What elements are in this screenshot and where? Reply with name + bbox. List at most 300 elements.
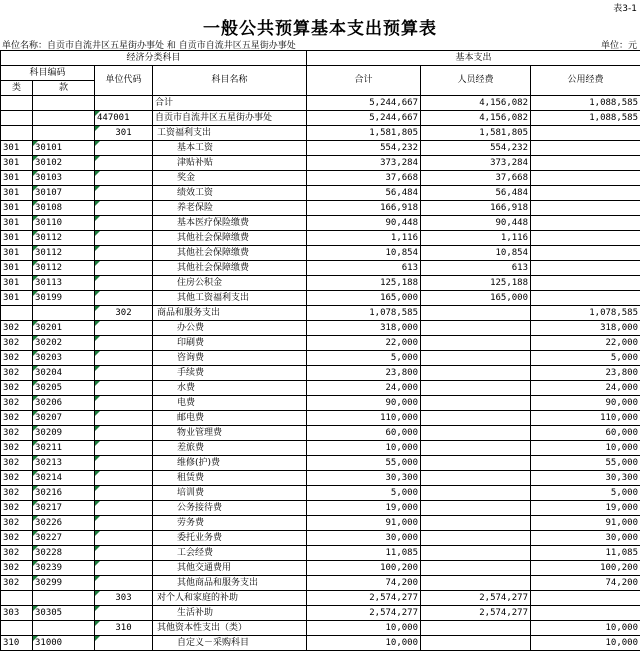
cell-class	[1, 96, 33, 111]
cell-class	[1, 591, 33, 606]
cell-personnel: 166,918	[421, 201, 531, 216]
cell-subject-name: 手续费	[153, 366, 307, 381]
cell-personnel: 90,448	[421, 216, 531, 231]
cell-public: 10,000	[531, 636, 640, 651]
cell-personnel: 2,574,277	[421, 606, 531, 621]
header-basic-expenditure: 基本支出	[307, 51, 640, 66]
table-row	[1, 141, 640, 156]
cell-unit-code	[95, 501, 153, 516]
cell-public: 1,088,585	[531, 96, 640, 111]
cell-total: 2,574,277	[307, 591, 421, 606]
cell-personnel	[421, 321, 531, 336]
cell-personnel: 165,000	[421, 291, 531, 306]
cell-subject-name: 自定义－采购科目	[153, 636, 307, 651]
cell-item: 31000	[33, 636, 95, 651]
cell-subject-name: 其他交通费用	[153, 561, 307, 576]
cell-personnel	[421, 426, 531, 441]
cell-item: 30103	[33, 171, 95, 186]
cell-total: 55,000	[307, 456, 421, 471]
cell-class: 301	[1, 231, 33, 246]
cell-unit-code	[95, 156, 153, 171]
cell-subject-name: 津贴补贴	[153, 156, 307, 171]
cell-public	[531, 261, 640, 276]
table-row	[1, 426, 640, 441]
unit-info-row	[0, 38, 640, 50]
cell-item: 30110	[33, 216, 95, 231]
cell-class: 302	[1, 426, 33, 441]
cell-total: 30,300	[307, 471, 421, 486]
cell-personnel	[421, 456, 531, 471]
cell-class: 302	[1, 441, 33, 456]
cell-total: 110,000	[307, 411, 421, 426]
cell-public	[531, 186, 640, 201]
cell-item: 30203	[33, 351, 95, 366]
cell-class: 301	[1, 171, 33, 186]
cell-unit-code: 310	[95, 621, 153, 636]
cell-item: 30205	[33, 381, 95, 396]
cell-subject-name: 住房公积金	[153, 276, 307, 291]
cell-personnel: 10,854	[421, 246, 531, 261]
cell-unit-code	[95, 606, 153, 621]
cell-public: 100,200	[531, 561, 640, 576]
table-row	[1, 246, 640, 261]
table-number: 表3-1	[613, 4, 637, 14]
cell-unit-code	[95, 471, 153, 486]
cell-total: 1,116	[307, 231, 421, 246]
cell-personnel: 56,484	[421, 186, 531, 201]
cell-public	[531, 171, 640, 186]
cell-class: 301	[1, 246, 33, 261]
cell-personnel	[421, 396, 531, 411]
cell-total: 373,284	[307, 156, 421, 171]
cell-public: 90,000	[531, 396, 640, 411]
cell-unit-code	[95, 441, 153, 456]
cell-class: 301	[1, 261, 33, 276]
cell-public	[531, 606, 640, 621]
cell-subject-name: 劳务费	[153, 516, 307, 531]
cell-subject-name: 咨询费	[153, 351, 307, 366]
table-row	[1, 576, 640, 591]
cell-public	[531, 276, 640, 291]
cell-subject-name: 邮电费	[153, 411, 307, 426]
cell-personnel: 2,574,277	[421, 591, 531, 606]
cell-total: 1,581,805	[307, 126, 421, 141]
cell-public: 1,088,585	[531, 111, 640, 126]
table-row	[1, 486, 640, 501]
cell-total: 24,000	[307, 381, 421, 396]
cell-unit-code: 303	[95, 591, 153, 606]
cell-class: 302	[1, 381, 33, 396]
cell-item: 30107	[33, 186, 95, 201]
cell-personnel	[421, 546, 531, 561]
cell-class: 302	[1, 531, 33, 546]
cell-unit-code	[95, 426, 153, 441]
cell-total: 91,000	[307, 516, 421, 531]
table-row	[1, 276, 640, 291]
cell-subject-name: 培训费	[153, 486, 307, 501]
cell-class: 302	[1, 576, 33, 591]
cell-total: 90,448	[307, 216, 421, 231]
cell-class: 302	[1, 351, 33, 366]
cell-class	[1, 126, 33, 141]
cell-public	[531, 216, 640, 231]
cell-personnel	[421, 486, 531, 501]
cell-item	[33, 621, 95, 636]
cell-class	[1, 111, 33, 126]
cell-total: 10,854	[307, 246, 421, 261]
table-row	[1, 471, 640, 486]
cell-personnel: 4,156,082	[421, 111, 531, 126]
cell-public: 23,800	[531, 366, 640, 381]
cell-personnel	[421, 441, 531, 456]
cell-public	[531, 291, 640, 306]
cell-total: 19,000	[307, 501, 421, 516]
cell-item: 30226	[33, 516, 95, 531]
cell-subject-name: 合计	[153, 96, 307, 111]
cell-unit-code	[95, 246, 153, 261]
cell-public: 30,300	[531, 471, 640, 486]
cell-class: 302	[1, 396, 33, 411]
cell-personnel	[421, 501, 531, 516]
cell-subject-name: 奖金	[153, 171, 307, 186]
cell-unit-code	[95, 171, 153, 186]
cell-unit-code	[95, 561, 153, 576]
cell-subject-name: 租赁费	[153, 471, 307, 486]
table-row	[1, 546, 640, 561]
cell-class: 302	[1, 561, 33, 576]
cell-class: 301	[1, 156, 33, 171]
cell-personnel: 125,188	[421, 276, 531, 291]
cell-subject-name: 绩效工资	[153, 186, 307, 201]
cell-total: 165,000	[307, 291, 421, 306]
table-row	[1, 591, 640, 606]
cell-subject-name: 基本工资	[153, 141, 307, 156]
cell-unit-code	[95, 291, 153, 306]
table-row	[1, 96, 640, 111]
cell-personnel	[421, 411, 531, 426]
cell-item: 30112	[33, 261, 95, 276]
cell-personnel: 37,668	[421, 171, 531, 186]
cell-total: 90,000	[307, 396, 421, 411]
cell-item	[33, 126, 95, 141]
header-item: 款	[33, 81, 95, 96]
table-row	[1, 201, 640, 216]
header-subject-code: 科目编码	[1, 66, 95, 81]
cell-subject-name: 自贡市自流井区五星街办事处	[153, 111, 307, 126]
cell-personnel	[421, 351, 531, 366]
cell-class: 302	[1, 321, 33, 336]
cell-unit-code	[95, 576, 153, 591]
header-unit-code: 单位代码	[95, 66, 153, 96]
cell-class: 310	[1, 636, 33, 651]
cell-unit-code	[95, 186, 153, 201]
currency-unit: 单位：元	[600, 41, 637, 51]
cell-unit-code	[95, 366, 153, 381]
unit-name: 单位名称：自贡市自流井区五星街办事处 和 自贡市自流井区五星街办事处	[2, 41, 296, 51]
table-row	[1, 261, 640, 276]
cell-public: 30,000	[531, 531, 640, 546]
table-row	[1, 306, 640, 321]
cell-class: 302	[1, 456, 33, 471]
cell-subject-name: 其他社会保障缴费	[153, 246, 307, 261]
cell-subject-name: 委托业务费	[153, 531, 307, 546]
cell-class: 302	[1, 501, 33, 516]
cell-class: 301	[1, 186, 33, 201]
cell-total: 74,200	[307, 576, 421, 591]
cell-item: 30202	[33, 336, 95, 351]
cell-unit-code	[95, 261, 153, 276]
cell-unit-code	[95, 381, 153, 396]
cell-personnel: 1,116	[421, 231, 531, 246]
cell-unit-code	[95, 486, 153, 501]
cell-total: 23,800	[307, 366, 421, 381]
cell-personnel	[421, 531, 531, 546]
cell-class: 301	[1, 291, 33, 306]
cell-class: 302	[1, 516, 33, 531]
cell-class	[1, 306, 33, 321]
cell-total: 100,200	[307, 561, 421, 576]
cell-public: 5,000	[531, 351, 640, 366]
cell-item: 30214	[33, 471, 95, 486]
cell-public: 91,000	[531, 516, 640, 531]
cell-subject-name: 基本医疗保险缴费	[153, 216, 307, 231]
cell-unit-code: 447001	[95, 111, 153, 126]
table-row	[1, 321, 640, 336]
cell-subject-name: 其他社会保障缴费	[153, 261, 307, 276]
cell-unit-code	[95, 321, 153, 336]
cell-personnel	[421, 336, 531, 351]
cell-unit-code	[95, 216, 153, 231]
cell-unit-code	[95, 531, 153, 546]
header-personnel: 人员经费	[421, 66, 531, 96]
table-row	[1, 501, 640, 516]
table-row	[1, 636, 640, 651]
cell-total: 22,000	[307, 336, 421, 351]
table-row	[1, 456, 640, 471]
table-row	[1, 396, 640, 411]
cell-total: 5,000	[307, 486, 421, 501]
cell-subject-name: 其他工资福利支出	[153, 291, 307, 306]
cell-unit-code	[95, 276, 153, 291]
table-row	[1, 366, 640, 381]
table-row	[1, 291, 640, 306]
cell-subject-name: 工资福利支出	[153, 126, 307, 141]
table-row	[1, 216, 640, 231]
cell-public	[531, 591, 640, 606]
cell-item: 30228	[33, 546, 95, 561]
cell-public: 24,000	[531, 381, 640, 396]
table-row	[1, 231, 640, 246]
cell-item	[33, 306, 95, 321]
cell-total: 5,000	[307, 351, 421, 366]
cell-public: 10,000	[531, 441, 640, 456]
cell-subject-name: 公务接待费	[153, 501, 307, 516]
cell-item: 30299	[33, 576, 95, 591]
cell-public	[531, 156, 640, 171]
cell-public: 22,000	[531, 336, 640, 351]
cell-public: 60,000	[531, 426, 640, 441]
cell-class: 301	[1, 276, 33, 291]
cell-unit-code	[95, 96, 153, 111]
cell-public: 110,000	[531, 411, 640, 426]
cell-personnel	[421, 621, 531, 636]
cell-class: 302	[1, 486, 33, 501]
header-subject-name: 科目名称	[153, 66, 307, 96]
cell-subject-name: 养老保险	[153, 201, 307, 216]
cell-public	[531, 201, 640, 216]
cell-subject-name: 工会经费	[153, 546, 307, 561]
table-row	[1, 126, 640, 141]
cell-total: 5,244,667	[307, 96, 421, 111]
cell-total: 60,000	[307, 426, 421, 441]
cell-subject-name: 水费	[153, 381, 307, 396]
cell-personnel	[421, 306, 531, 321]
cell-total: 5,244,667	[307, 111, 421, 126]
cell-unit-code	[95, 351, 153, 366]
cell-personnel	[421, 516, 531, 531]
header-econ-category: 经济分类科目	[1, 51, 307, 66]
cell-personnel: 373,284	[421, 156, 531, 171]
cell-total: 318,000	[307, 321, 421, 336]
cell-personnel	[421, 381, 531, 396]
cell-public: 74,200	[531, 576, 640, 591]
cell-total: 10,000	[307, 636, 421, 651]
cell-subject-name: 其他社会保障缴费	[153, 231, 307, 246]
cell-subject-name: 生活补助	[153, 606, 307, 621]
cell-item: 30112	[33, 246, 95, 261]
table-row	[1, 621, 640, 636]
cell-subject-name: 物业管理费	[153, 426, 307, 441]
cell-unit-code	[95, 336, 153, 351]
cell-item: 30216	[33, 486, 95, 501]
cell-total: 10,000	[307, 621, 421, 636]
cell-class	[1, 621, 33, 636]
cell-item	[33, 96, 95, 111]
cell-item: 30113	[33, 276, 95, 291]
cell-class: 302	[1, 336, 33, 351]
cell-personnel	[421, 471, 531, 486]
cell-subject-name: 差旅费	[153, 441, 307, 456]
cell-total: 125,188	[307, 276, 421, 291]
cell-item: 30112	[33, 231, 95, 246]
cell-subject-name: 印刷费	[153, 336, 307, 351]
table-row	[1, 171, 640, 186]
table-row	[1, 381, 640, 396]
cell-public: 5,000	[531, 486, 640, 501]
cell-item: 30217	[33, 501, 95, 516]
cell-personnel: 1,581,805	[421, 126, 531, 141]
cell-class: 302	[1, 546, 33, 561]
cell-unit-code	[95, 546, 153, 561]
cell-public: 1,078,585	[531, 306, 640, 321]
cell-class: 301	[1, 216, 33, 231]
cell-subject-name: 电费	[153, 396, 307, 411]
cell-subject-name: 商品和服务支出	[153, 306, 307, 321]
table-row	[1, 411, 640, 426]
cell-subject-name: 对个人和家庭的补助	[153, 591, 307, 606]
cell-class: 301	[1, 141, 33, 156]
cell-subject-name: 其他商品和服务支出	[153, 576, 307, 591]
cell-item	[33, 111, 95, 126]
cell-total: 11,085	[307, 546, 421, 561]
cell-unit-code	[95, 231, 153, 246]
cell-class: 302	[1, 471, 33, 486]
budget-table	[0, 50, 640, 651]
cell-item: 30209	[33, 426, 95, 441]
cell-item: 30204	[33, 366, 95, 381]
cell-item: 30101	[33, 141, 95, 156]
cell-personnel	[421, 561, 531, 576]
cell-public: 19,000	[531, 501, 640, 516]
page-title: 一般公共预算基本支出预算表	[203, 19, 437, 39]
cell-item: 30227	[33, 531, 95, 546]
cell-total: 10,000	[307, 441, 421, 456]
cell-public	[531, 141, 640, 156]
header-class: 类	[1, 81, 33, 96]
cell-item: 30199	[33, 291, 95, 306]
cell-unit-code	[95, 141, 153, 156]
table-row	[1, 441, 640, 456]
cell-item: 30207	[33, 411, 95, 426]
cell-unit-code	[95, 396, 153, 411]
cell-class: 302	[1, 366, 33, 381]
cell-personnel: 554,232	[421, 141, 531, 156]
cell-public: 10,000	[531, 621, 640, 636]
cell-personnel	[421, 636, 531, 651]
cell-unit-code	[95, 636, 153, 651]
table-row	[1, 351, 640, 366]
cell-total: 37,668	[307, 171, 421, 186]
cell-unit-code: 302	[95, 306, 153, 321]
cell-item	[33, 591, 95, 606]
cell-personnel	[421, 576, 531, 591]
cell-personnel: 4,156,082	[421, 96, 531, 111]
cell-public	[531, 231, 640, 246]
cell-public: 318,000	[531, 321, 640, 336]
cell-item: 30102	[33, 156, 95, 171]
cell-unit-code	[95, 201, 153, 216]
table-row	[1, 516, 640, 531]
table-row	[1, 111, 640, 126]
cell-total: 554,232	[307, 141, 421, 156]
cell-total: 1,078,585	[307, 306, 421, 321]
table-row	[1, 606, 640, 621]
table-row	[1, 561, 640, 576]
table-row	[1, 156, 640, 171]
cell-item: 30108	[33, 201, 95, 216]
cell-total: 166,918	[307, 201, 421, 216]
cell-class: 301	[1, 201, 33, 216]
table-row	[1, 336, 640, 351]
cell-total: 56,484	[307, 186, 421, 201]
cell-class: 303	[1, 606, 33, 621]
cell-item: 30206	[33, 396, 95, 411]
cell-item: 30239	[33, 561, 95, 576]
cell-item: 30201	[33, 321, 95, 336]
cell-subject-name: 维修(护)费	[153, 456, 307, 471]
cell-subject-name: 办公费	[153, 321, 307, 336]
cell-total: 613	[307, 261, 421, 276]
cell-class: 302	[1, 411, 33, 426]
cell-personnel: 613	[421, 261, 531, 276]
cell-public: 55,000	[531, 456, 640, 471]
cell-public	[531, 126, 640, 141]
cell-personnel	[421, 366, 531, 381]
cell-unit-code: 301	[95, 126, 153, 141]
cell-total: 2,574,277	[307, 606, 421, 621]
cell-item: 30213	[33, 456, 95, 471]
cell-subject-name: 其他资本性支出（类）	[153, 621, 307, 636]
